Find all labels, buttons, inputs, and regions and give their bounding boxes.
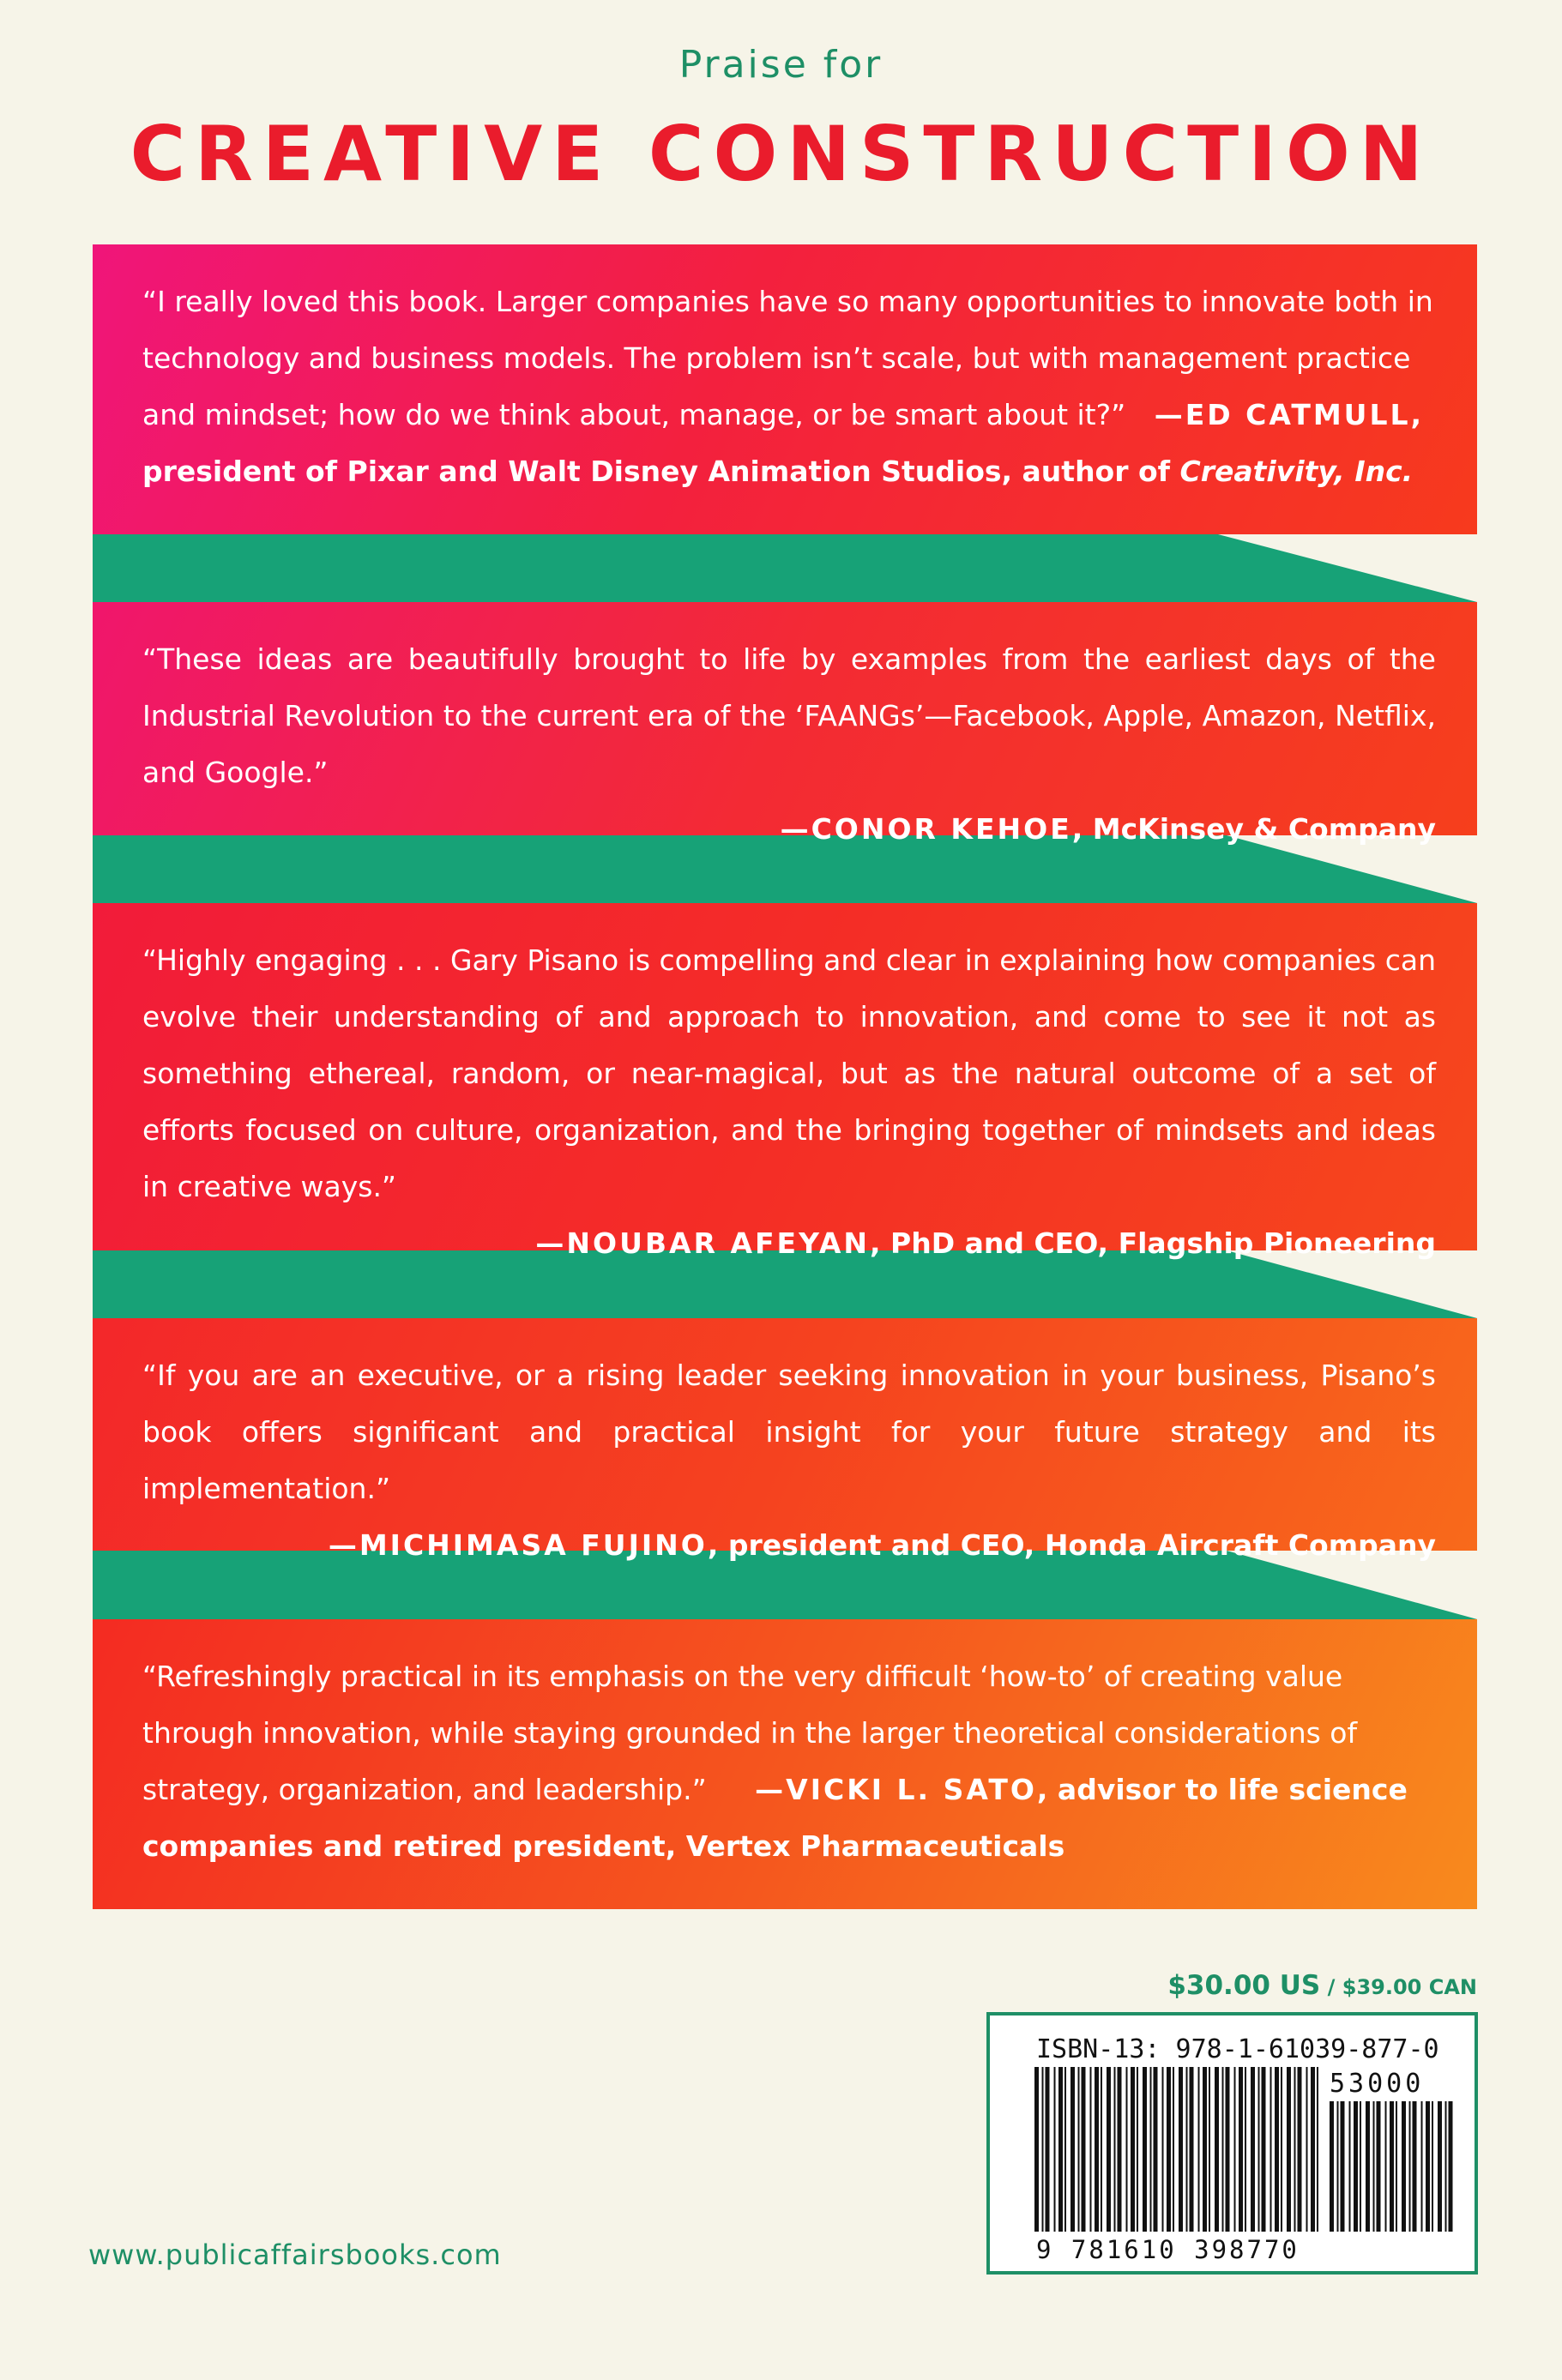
- attribution-name: —NOUBAR AFEYAN: [535, 1226, 870, 1260]
- barcode-bar: [1082, 2067, 1086, 2232]
- barcode-bar: [1421, 2101, 1423, 2232]
- barcode-bar: [1226, 2067, 1230, 2232]
- barcode-bar: [1306, 2067, 1308, 2232]
- barcode-digits: 9 781610 398770: [1036, 2235, 1300, 2264]
- barcode-bar: [1078, 2067, 1080, 2232]
- quote-text: “Highly engaging . . . Gary Pisano is compelling and clear in explaining how companies can evolve their understanding of and approach to innovation, and come to see it not as something ethereal, random, or near-magical, but as the natural outcome of a set of efforts focused on culture, organization, and the bringing together of mindsets and ideas in creative ways.”: [142, 943, 1436, 1203]
- price-us: $30.00 US: [1167, 1970, 1321, 2001]
- barcode-bar: [1449, 2101, 1453, 2232]
- barcode-bar: [1190, 2067, 1194, 2232]
- quote-panel-5: [93, 1619, 1477, 1909]
- barcode-bar: [1354, 2101, 1358, 2232]
- barcode-bar: [1390, 2101, 1394, 2232]
- barcode-bar: [1396, 2101, 1397, 2232]
- barcode-bar: [1154, 2067, 1158, 2232]
- barcode-bar: [1209, 2067, 1210, 2232]
- barcode-price-code: 53000: [1330, 2069, 1425, 2099]
- book-title: CREATIVE CONSTRUCTION: [130, 110, 1432, 198]
- barcode-bar: [1239, 2067, 1243, 2232]
- barcode-bar: [1054, 2067, 1056, 2232]
- barcode-bar: [1317, 2067, 1318, 2232]
- quote-panel-1: [93, 244, 1477, 534]
- barcode-bar: [1275, 2067, 1279, 2232]
- quote-text: “These ideas are beautifully brought to life by examples from the earliest days of the Industrial Revolution to the current era of the ‘FAANGs’—Facebook, Apple, Amazon, Netflix, and Google.”: [142, 642, 1436, 789]
- barcode-bar: [1046, 2067, 1050, 2232]
- barcode-bar: [1373, 2101, 1375, 2232]
- quote-attribution: [142, 801, 1436, 858]
- barcode-bar: [1360, 2101, 1361, 2232]
- barcode-bar: [1137, 2067, 1138, 2232]
- barcode-bar: [1167, 2067, 1171, 2232]
- barcode-bar: [1222, 2067, 1224, 2232]
- attribution-name: —MICHIMASA FUJINO: [328, 1528, 708, 1562]
- barcode-bar: [1090, 2067, 1092, 2232]
- price: [1167, 1970, 1477, 2001]
- barcode-bar: [1143, 2067, 1147, 2232]
- publisher-website: www.publicaffairsbooks.com: [88, 2238, 502, 2271]
- barcode-bar: [1438, 2101, 1442, 2232]
- barcode-bar: [1298, 2067, 1302, 2232]
- barcode-bar: [1258, 2067, 1260, 2232]
- barcode-bar: [1426, 2101, 1430, 2232]
- barcode-bar: [1126, 2067, 1128, 2232]
- barcode-bar: [1234, 2067, 1236, 2232]
- quote-text: “If you are an executive, or a rising leader seeking innovation in your business, Pisano’s book offers significant and practical insight for your future strategy and its implementation.”: [142, 1359, 1436, 1505]
- barcode-bar: [1064, 2067, 1066, 2232]
- barcode-bar: [1198, 2067, 1200, 2232]
- barcode-bar: [1311, 2067, 1315, 2232]
- barcode-bar: [1251, 2067, 1255, 2232]
- attribution-name: —ED CATMULL: [1154, 398, 1411, 431]
- barcode-bar: [1215, 2067, 1219, 2232]
- barcode-bar: [1179, 2067, 1183, 2232]
- barcode-bar: [1118, 2067, 1122, 2232]
- barcode-bar: [1341, 2101, 1345, 2232]
- attribution-detail: , advisor to life science companies and retired president, Vertex Pharmaceuticals: [142, 1773, 1408, 1863]
- attribution-book-title: Creativity, Inc.: [1179, 455, 1414, 488]
- attribution-name: —VICKI L. SATO: [755, 1773, 1037, 1806]
- quote-text: “I really loved this book. Larger companies have so many opportunities to innovate both in technology and business models. The problem isn’t scale, but with management practice and mindset; how do we think about, manage, or be smart about it?”: [142, 285, 1433, 431]
- barcode-bar: [1349, 2101, 1351, 2232]
- barcode-bar: [1337, 2101, 1339, 2232]
- barcode-bar: [1034, 2067, 1039, 2232]
- quote-panel-4: [93, 1318, 1477, 1562]
- ribbon-fold-1: [93, 534, 1477, 602]
- price-separator: /: [1320, 1975, 1342, 1999]
- praise-for-heading: Praise for: [678, 43, 884, 87]
- barcode-bar: [1107, 2067, 1111, 2232]
- barcode-bar: [1330, 2101, 1334, 2232]
- attribution-detail: , McKinsey & Company: [1071, 812, 1436, 846]
- barcode-bar: [1095, 2067, 1099, 2232]
- barcode-box: [986, 2012, 1478, 2275]
- isbn-text: ISBN-13: 978-1-61039-877-0: [1036, 2034, 1439, 2064]
- barcode-bar: [1281, 2067, 1282, 2232]
- quote-attribution: [142, 1215, 1436, 1272]
- quote-text: “Refreshingly practical in its emphasis on the very difficult ‘how-to’ of creating value through innovation, while staying grounded in the larger theoretical considerations of strategy, organization, and leadership.”: [142, 1660, 1358, 1806]
- barcode-bar: [1173, 2067, 1174, 2232]
- barcode-bar: [1101, 2067, 1102, 2232]
- barcode-bar: [1402, 2101, 1406, 2232]
- barcode-bar: [1287, 2067, 1291, 2232]
- barcode-bar: [1203, 2067, 1207, 2232]
- quote-panel-3: [93, 903, 1477, 1260]
- barcode-bar: [1070, 2067, 1075, 2232]
- quote-panel-2: [93, 602, 1477, 846]
- barcode-bar: [1058, 2067, 1063, 2232]
- barcode-bar: [1409, 2101, 1411, 2232]
- barcode-bar: [1114, 2067, 1116, 2232]
- barcode-bar: [1366, 2101, 1370, 2232]
- barcode-bar: [1432, 2101, 1433, 2232]
- barcode-bar: [1445, 2101, 1447, 2232]
- barcode-bar: [1385, 2101, 1387, 2232]
- attribution-detail: , president of Pixar and Walt Disney Animation Studios, author of: [142, 398, 1422, 488]
- barcode-bar: [1377, 2101, 1381, 2232]
- attribution-detail: , president and CEO, Honda Aircraft Company: [707, 1528, 1436, 1562]
- attribution-detail: , PhD and CEO, Flagship Pioneering: [870, 1226, 1436, 1260]
- barcode-bar: [1270, 2067, 1272, 2232]
- barcode-bar: [1262, 2067, 1266, 2232]
- price-can: $39.00 CAN: [1342, 1975, 1477, 1999]
- barcode-bar: [1186, 2067, 1188, 2232]
- barcode-bars: [990, 2015, 1475, 2271]
- attribution-name: —CONOR KEHOE: [780, 812, 1072, 846]
- barcode-bar: [1294, 2067, 1296, 2232]
- barcode-bar: [1245, 2067, 1246, 2232]
- barcode-bar: [1162, 2067, 1164, 2232]
- barcode-bar: [1413, 2101, 1417, 2232]
- quote-attribution: [142, 1517, 1436, 1574]
- barcode-bar: [1042, 2067, 1044, 2232]
- barcode-bar: [1131, 2067, 1135, 2232]
- barcode-bar: [1150, 2067, 1152, 2232]
